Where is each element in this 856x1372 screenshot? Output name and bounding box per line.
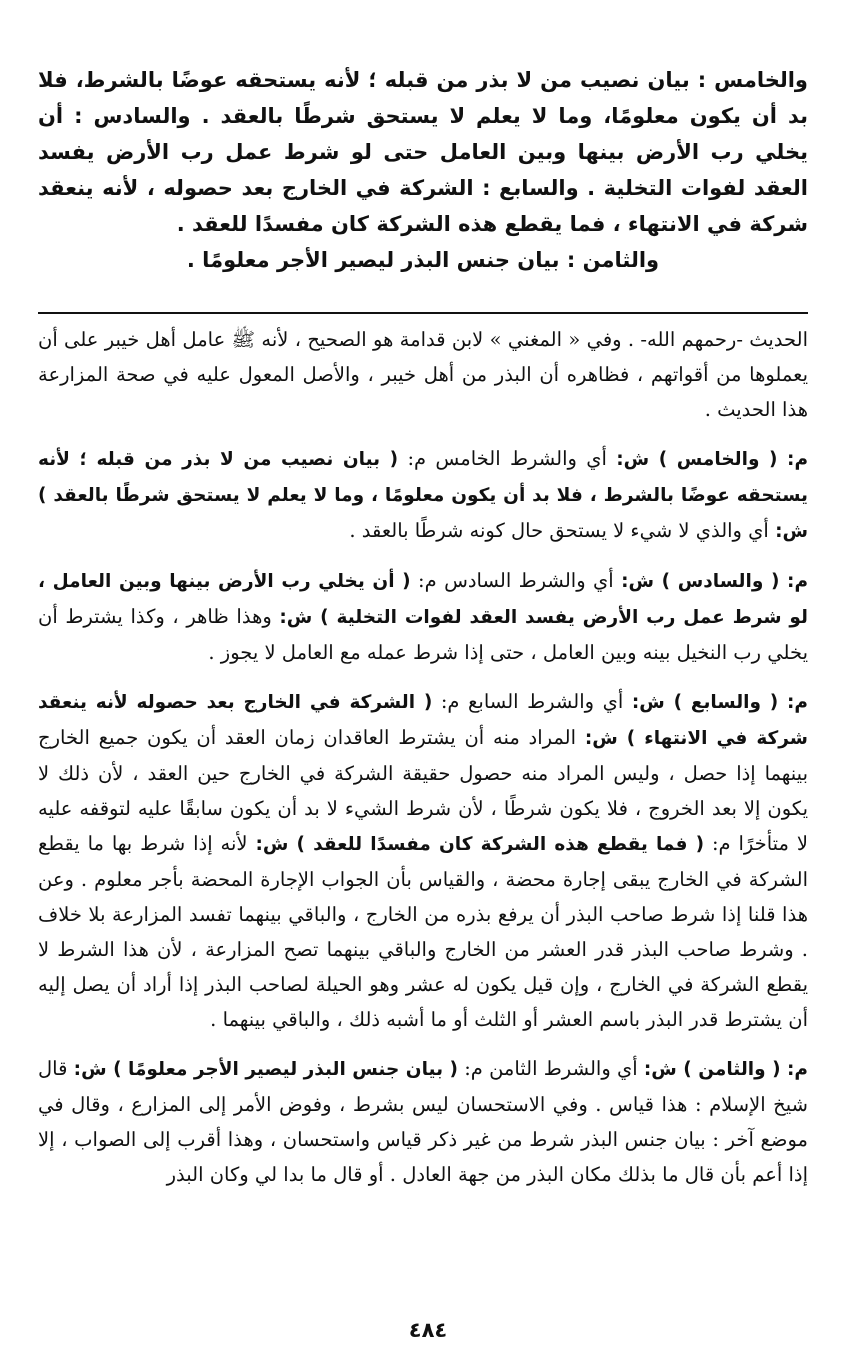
matn-text-block <box>38 62 808 278</box>
matn-quote: م: ( والثامن ) ش: <box>643 1059 808 1080</box>
matn-quote: ( فما يقطع هذه الشركة كان مفسدًا للعقد ) ش: <box>255 834 705 855</box>
commentary-intro: الحديث -رحمهم الله- . وفي « المغني » لابن قدامة هو الصحيح ، لأنه ﷺ عامل أهل خيبر على أن يعملوها من أقواتهم ، فظاهره أن البذر من أهل خيبر ، والأصل المعول عليه في صحة المزارعة هذا الحديث . <box>38 328 808 421</box>
commentary-text: أي والشرط الخامس م: <box>407 447 607 470</box>
matn-quote: م: ( والسابع ) ش: <box>631 692 808 713</box>
separator-rule <box>38 312 808 314</box>
matn-quote: ( أن يخلي رب الأرض بينها وبين العامل ، لو شرط عمل رب الأرض يفسد العقد لفوات التخلية ) ش: <box>38 571 808 628</box>
commentary-text: أي والشرط السابع م: <box>440 690 624 713</box>
matn-quote: ( بيان جنس البذر ليصير الأجر معلومًا ) ش: <box>73 1059 458 1080</box>
commentary-text: أي والشرط الثامن م: <box>464 1057 638 1080</box>
matn-quote: ( الشركة في الخارج بعد حصوله لأنه ينعقد شركة في الانتهاء ) ش: <box>38 692 809 749</box>
commentary-text: أي والشرط السادس م: <box>418 569 614 592</box>
commentary-text: وهذا ظاهر ، وكذا يشترط أن يخلي رب النخيل بينه وبين العامل ، حتى إذا شرط عمله مع العامل لا يجوز . <box>38 605 808 664</box>
matn-last-line: والثامن : بيان جنس البذر ليصير الأجر معلومًا . <box>186 248 660 272</box>
matn-quote: م: ( والخامس ) ش: <box>616 449 808 470</box>
page-number: ٤٨٤ <box>408 1318 448 1342</box>
commentary-block <box>38 322 808 1192</box>
commentary-text: قال شيخ الإسلام : هذا قياس . وفي الاستحسان ليس بشرط ، وفوض الأمر إلى المزارع ، وقال في موضع آخر : بيان جنس البذر شرط من غير ذكر قياس واستحسان ، وهذا أقرب إلى الصواب ، إلا إذا أعم بأن قال ما بذلك مكان البذر من جهة العادل . أو قال ما بدا لي وكان البذر <box>38 1057 808 1186</box>
matn-quote: ( بيان نصيب من لا بذر من قبله ؛ لأنه يستحقه عوضًا بالشرط ، فلا بد أن يكون معلومًا ، وما لا يعلم لا يستحق شرطًا بالعقد ) ش: <box>38 449 808 542</box>
page-body <box>38 62 808 1206</box>
commentary-text: لأنه إذا شرط بها ما يقطع الشركة في الخارج يبقى إجارة محضة ، والقياس بأن الجواب الإجارة المحضة بأجر معلوم . وعن هذا قلنا إذا شرط صاحب البذر أن يرفع بذره من الخارج ، والباقي بينهما تفسد المزارعة بلا خلاف . وشرط صاحب البذر قدر العشر من الخارج والباقي بينهما تصح المزارعة ، لأن هذا الشرط لا يقطع الشركة في الخارج ، وإن قيل يكون له عشر وهو الحيلة لصاحب البذر إذا أراد أن يصل إليه أن يشترط قدر البذر باسم العشر أو الثلث أو ما أشبه ذلك ، والباقي بينهما . <box>38 832 808 1031</box>
commentary-text: المراد منه أن يشترط العاقدان زمان العقد أن يكون جميع الخارج بينهما إذا حصل ، وليس المراد منه حصول حقيقة الشركة في الخارج حين العقد ، لأن ذلك لا يكون إلا بعد الخروج ، فلا يكون شرطًا ، لأن شرط الشيء لا بد أن يكون سابقًا عليه لتوقفه عليه لا متأخرًا م: <box>38 726 809 855</box>
matn-quote: م: ( والسادس ) ش: <box>621 571 809 592</box>
matn-paragraph: والخامس : بيان نصيب من لا بذر من قبله ؛ لأنه يستحقه عوضًا بالشرط، فلا بد أن يكون معلومًا، وما لا يعلم لا يستحق شرطًا بالعقد . والسادس : أن يخلي رب الأرض بينها وبين العامل حتى لو شرط عمل رب الأرض يفسد العقد لفوات التخلية . والسابع : الشركة في الخارج بعد حصوله ، لأنه ينعقد شركة في الانتهاء ، فما يقطع هذه الشركة كان مفسدًا للعقد . <box>38 68 808 236</box>
commentary-fifth-condition <box>38 441 808 549</box>
commentary-sixth-condition <box>38 563 808 670</box>
commentary-eighth-condition <box>38 1051 808 1192</box>
commentary-text: أي والذي لا شيء لا يستحق حال كونه شرطًا بالعقد . <box>349 519 769 542</box>
commentary-seventh-condition <box>38 684 808 1037</box>
